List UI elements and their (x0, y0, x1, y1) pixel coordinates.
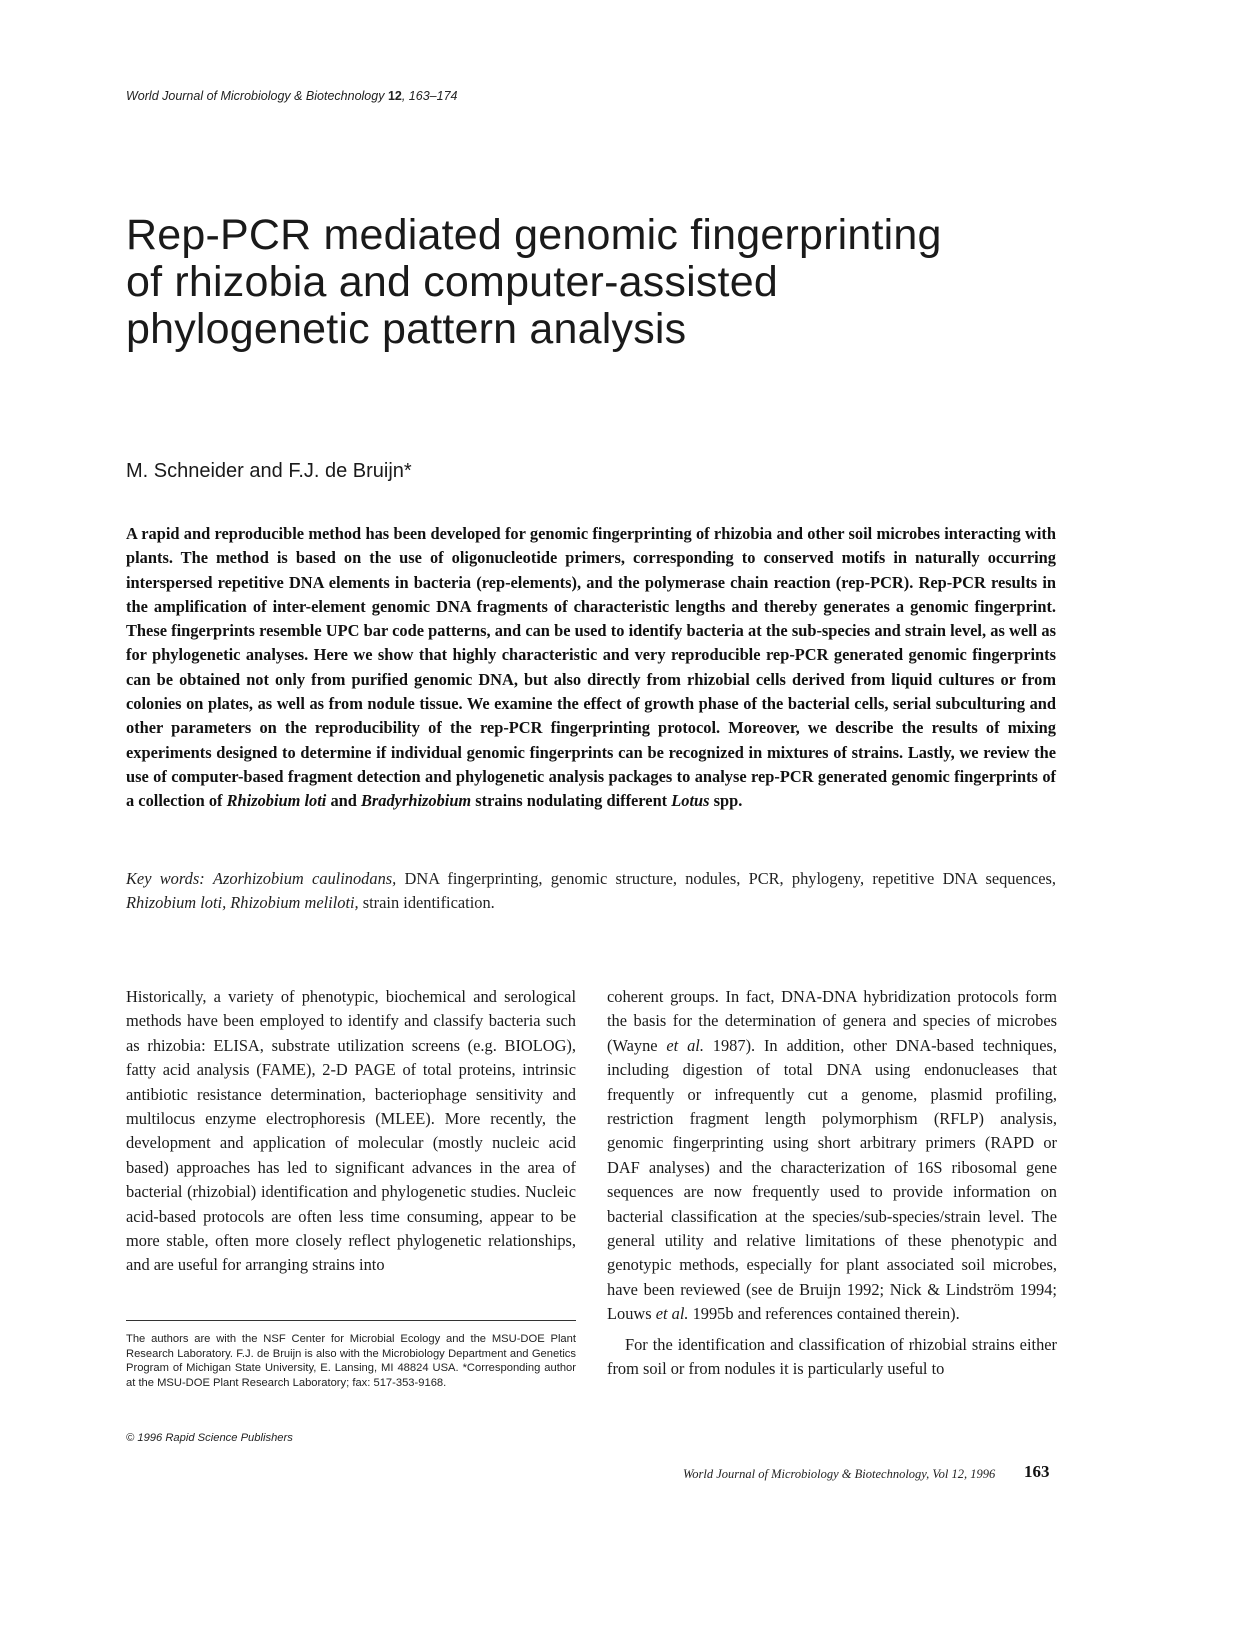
keywords-label: Key words: (126, 869, 205, 888)
abstract-text: and (326, 791, 361, 811)
keyword-species: Azorhizobium caulinodans, (212, 869, 397, 888)
abstract (126, 522, 1056, 814)
citation-etal: et al. (666, 1035, 704, 1055)
title-line: of rhizobia and computer-assisted (126, 258, 778, 306)
journal-name: World Journal of Microbiology & Biotechnology (126, 89, 385, 103)
title-line: phylogenetic pattern analysis (126, 305, 687, 353)
body-column-right (607, 985, 1057, 1382)
species-name: Rhizobium loti (226, 791, 327, 811)
article-title (126, 212, 1106, 353)
keywords (126, 867, 1056, 915)
title-line: Rep-PCR mediated genomic fingerprinting (126, 211, 942, 259)
volume-number: 12 (387, 89, 402, 103)
running-header (126, 89, 457, 103)
page-range: , 163–174 (401, 89, 458, 103)
abstract-text: spp. (709, 791, 743, 811)
citation-etal: et al. (655, 1304, 689, 1324)
keyword-text: strain identification. (358, 893, 495, 912)
body-column-left (126, 985, 576, 1278)
body-paragraph: For the identification and classification of rhizobial strains either from soil or from nodules it is particularly useful to (607, 1334, 1057, 1379)
author-affiliation-footnote: The authors are with the NSF Center for Microbial Ecology and the MSU-DOE Plant Research Laboratory. F.J. de Bruijn is also with the Microbiology Department and Genetics Program of Michigan State University, E. Lansing, MI 48824 USA. *Corresponding author at the MSU-DOE Plant Research Laboratory; fax: 517-353-9168. (126, 1333, 576, 1389)
authors: M. Schneider and F.J. de Bruijn* (126, 460, 412, 482)
keyword-species: Rhizobium loti, Rhizobium meliloti, (126, 893, 359, 912)
footnote-divider (126, 1320, 316, 1321)
species-name: Bradyrhizobium (360, 791, 472, 811)
page-number: 163 (1024, 1462, 1050, 1481)
species-name: Lotus (671, 791, 710, 811)
body-text: 1995b and references contained therein). (688, 1304, 960, 1324)
body-text: coherent groups. In fact, DNA-DNA hybridization protocols form the basis for the determination of genera and species of microbes (Wayne (607, 987, 1057, 1055)
copyright-notice: © 1996 Rapid Science Publishers (126, 1432, 293, 1444)
body-paragraph: Historically, a variety of phenotypic, biochemical and serological methods have been employed to identify and classify bacteria such as rhizobia: ELISA, substrate utilization screens (e.g. BIOLOG), fatty acid analysis (FAME), 2-D PAGE of total proteins, intrinsic antibiotic resistance determination, bacteriophage sensitivity and multilocus enzyme electrophoresis (MLEE). More recently, the development and application of molecular (mostly nucleic acid based) approaches has led to significant advances in the area of bacterial (rhizobial) identification and phylogenetic studies. Nucleic acid-based protocols are often less time consuming, appear to be more stable, often more closely reflect phylogenetic relationships, and are useful for arranging strains into (126, 987, 576, 1275)
abstract-text: strains nodulating different (471, 791, 672, 811)
running-footer: World Journal of Microbiology & Biotechnology, Vol 12, 1996 (683, 1467, 996, 1481)
body-paragraph (607, 985, 1057, 1327)
abstract-text: A rapid and reproducible method has been developed for genomic fingerprinting of rhizobia and other soil microbes interacting with plants. The method is based on the use of oligonucleotide primers, corresponding to conserved motifs in naturally occurring interspersed repetitive DNA elements in bacteria (rep-elements), and the polymerase chain reaction (rep-PCR). Rep-PCR results in the amplification of inter-element genomic DNA fragments of characteristic lengths and thereby generates a genomic fingerprint. These fingerprints resemble UPC bar code patterns, and can be used to identify bacteria at the sub-species and strain level, as well as for phylogenetic analyses. Here we show that highly characteristic and very reproducible rep-PCR generated genomic fingerprints can be obtained not only from purified genomic DNA, but also directly from rhizobial cells derived from liquid cultures or from colonies on plates, as well as from nodule tissue. We examine the effect of growth phase of the bacterial cells, serial subculturing and other parameters on the reproducibility of the rep-PCR fingerprinting protocol. Moreover, we describe the results of mixing experiments designed to determine if individual genomic fingerprints can be recognized in mixtures of strains. Lastly, we review the use of computer-based fragment detection and phylogenetic analysis packages to analyse rep-PCR generated genomic fingerprints of a collection of (126, 524, 1056, 811)
keyword-text: DNA fingerprinting, genomic structure, nodules, PCR, phylogeny, repetitive DNA sequences, (396, 869, 1056, 888)
body-text: 1987). In addition, other DNA-based techniques, including digestion of total DNA using endonucleases that frequently or infrequently cut a genome, plasmid profiling, restriction fragment length polymorphism (RFLP) analysis, genomic fingerprinting using short arbitrary primers (RAPD or DAF analyses) and the characterization of 16S ribosomal gene sequences are now frequently used to provide information on bacterial classification at the species/sub-species/strain level. The general utility and relative limitations of these phenotypic and genotypic methods, especially for plant associated soil microbes, have been reviewed (see de Bruijn 1992; Nick & Lindström 1994; Louws (607, 1035, 1057, 1324)
footnote-divider (316, 1320, 576, 1321)
